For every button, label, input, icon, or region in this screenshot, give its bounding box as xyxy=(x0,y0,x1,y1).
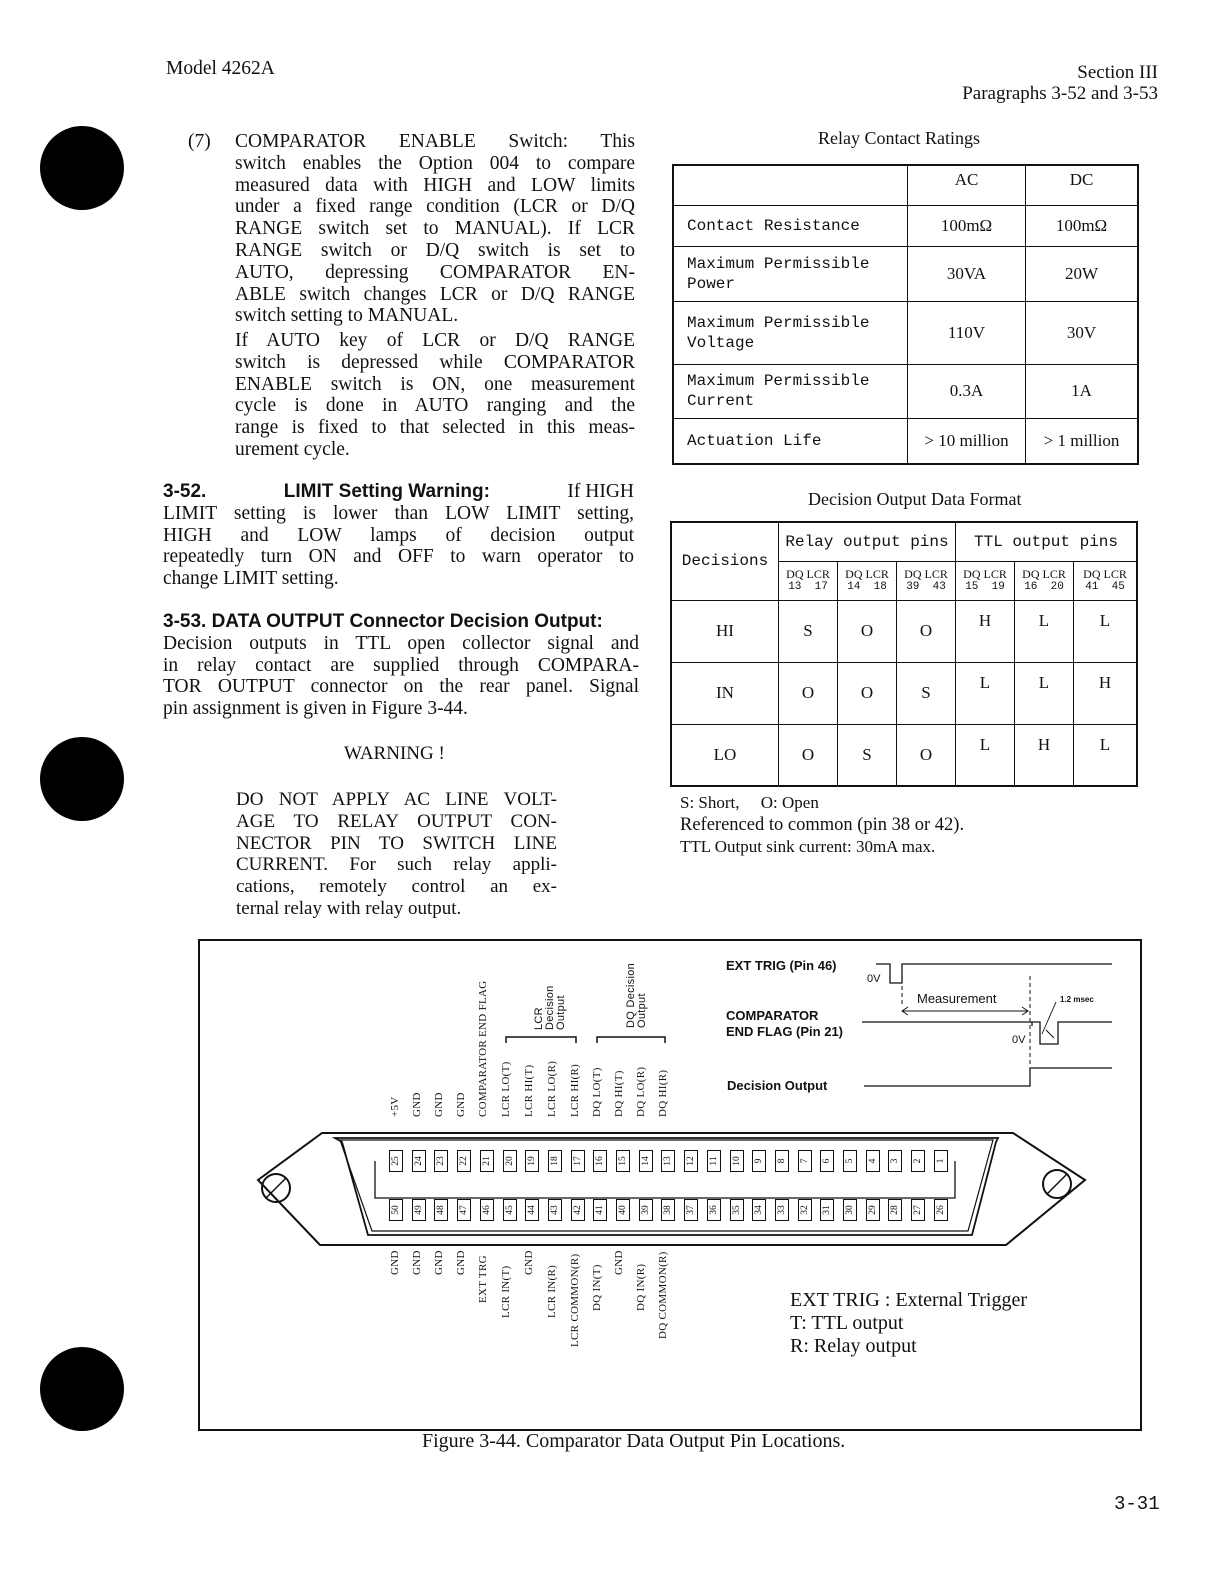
pin-number: 23 xyxy=(436,1156,447,1166)
p353-heading: 3-53. DATA OUTPUT Connector Decision Output: xyxy=(163,611,603,632)
connector-pin xyxy=(571,1150,585,1172)
item7-line: urement cycle. xyxy=(235,438,350,460)
connector-pin xyxy=(616,1199,630,1221)
connector-pin xyxy=(684,1199,698,1221)
pin-number: 49 xyxy=(413,1205,424,1215)
bottom-pin-label: LCR IN(R) xyxy=(546,1264,558,1318)
pin-number: 33 xyxy=(776,1205,787,1215)
p352-first: If HIGH xyxy=(567,481,634,502)
decision-note: S: Short, O: Open xyxy=(680,793,819,812)
pin-number: 39 xyxy=(640,1205,651,1215)
pin-number: 3 xyxy=(890,1158,901,1164)
pin-number: 43 xyxy=(549,1205,560,1215)
pin-number: 20 xyxy=(504,1156,515,1166)
decision-cell: S xyxy=(779,600,838,662)
relay-contact-table xyxy=(672,164,1139,465)
relay-cell: 0.3A xyxy=(908,364,1026,418)
pin-number: 1 xyxy=(935,1158,946,1164)
relay-cell: 20W xyxy=(1026,246,1139,301)
item7-line: If AUTO key of LCR or D/Q RANGE xyxy=(235,330,635,351)
decision-row-label: HI xyxy=(671,600,779,662)
connector-pin xyxy=(707,1150,721,1172)
relay-cell: 110V xyxy=(908,301,1026,364)
connector-pin xyxy=(457,1150,471,1172)
paragraphs-label: Paragraphs 3-52 and 3-53 xyxy=(962,83,1158,104)
decision-cell: H xyxy=(1015,724,1074,786)
connector-pin xyxy=(639,1199,653,1221)
pin-header-top: DQ LCR xyxy=(786,566,830,581)
decision-cell: L xyxy=(1015,662,1074,724)
pin-number: 36 xyxy=(708,1205,719,1215)
item7-line: cycle is done in AUTO ranging and the xyxy=(235,395,635,417)
timing-ext-trig-label: EXT TRIG (Pin 46) xyxy=(726,958,837,973)
dq-decision-output-label: DQ Decision Output xyxy=(625,962,648,1028)
timing-ov-label: 0V xyxy=(867,973,881,985)
bottom-pin-label: GND xyxy=(433,1249,445,1275)
decision-output-table xyxy=(670,521,1138,787)
figure-caption: Figure 3-44. Comparator Data Output Pin Locations. xyxy=(422,1430,846,1452)
pin-number: 42 xyxy=(572,1205,583,1215)
pin-number: 16 xyxy=(595,1156,606,1166)
pin-number: 22 xyxy=(459,1156,470,1166)
connector-pin xyxy=(684,1150,698,1172)
connector-pin xyxy=(412,1199,426,1221)
pin-number: 13 xyxy=(663,1156,674,1166)
connector-pin xyxy=(911,1199,925,1221)
paragraph-3-53 xyxy=(163,611,639,720)
connector-pin xyxy=(843,1199,857,1221)
timing-decision-label: Decision Output xyxy=(727,1078,828,1093)
p352-line: HIGH and LOW lamps of decision output xyxy=(163,524,634,546)
connector-pin xyxy=(775,1150,789,1172)
paragraph-3-52 xyxy=(163,481,634,590)
relay-cell: 100mΩ xyxy=(908,205,1026,246)
pin-number: 2 xyxy=(913,1158,924,1164)
decision-cell: O xyxy=(897,600,956,662)
pin-number: 40 xyxy=(618,1205,628,1215)
relay-group-header: Relay output pins xyxy=(779,522,956,561)
connector-pin xyxy=(525,1150,539,1172)
relay-header-empty xyxy=(673,165,908,205)
connector-pin xyxy=(934,1150,948,1172)
connector-pin xyxy=(616,1150,630,1172)
pin-number: 29 xyxy=(867,1205,878,1215)
legend-line: T: TTL output xyxy=(790,1312,904,1334)
decision-cell: L xyxy=(1015,600,1074,662)
connector-pin xyxy=(911,1150,925,1172)
connector-pin xyxy=(707,1199,721,1221)
p352-line: change LIMIT setting. xyxy=(163,568,339,590)
connector-pin xyxy=(434,1199,448,1221)
p353-line: Decision outputs in TTL open collector signal and xyxy=(163,632,639,654)
p352-first-line xyxy=(163,481,634,503)
connector-pin xyxy=(593,1199,607,1221)
connector-pin xyxy=(480,1199,494,1221)
p353-line: pin assignment is given in Figure 3-44. xyxy=(163,698,468,720)
pin-number: 46 xyxy=(481,1205,492,1215)
connector-pin xyxy=(661,1199,675,1221)
decision-cell: O xyxy=(897,724,956,786)
connector-pin xyxy=(457,1199,471,1221)
pin-number: 27 xyxy=(913,1205,924,1215)
item7-line: ENABLE switch is ON, one measurement xyxy=(235,373,635,395)
pin-header-top: DQ LCR xyxy=(963,566,1007,581)
connector-pin xyxy=(525,1199,539,1221)
pin-number: 4 xyxy=(867,1158,878,1164)
bottom-pin-label: DQ IN(T) xyxy=(591,1263,603,1311)
pin-number: 34 xyxy=(754,1205,765,1215)
pin-number: 25 xyxy=(391,1156,401,1166)
pin-number: 44 xyxy=(527,1205,538,1215)
relay-cell: 1A xyxy=(1026,364,1139,418)
item7-line: measured data with HIGH and LOW limits xyxy=(235,174,635,196)
pin-number: 38 xyxy=(663,1205,674,1215)
top-pin-label: COMPARATOR END FLAG xyxy=(477,980,489,1117)
connector-pin xyxy=(866,1150,880,1172)
decision-cell: O xyxy=(779,724,838,786)
connector-pin xyxy=(389,1150,403,1172)
section-label: Section III xyxy=(1077,62,1158,83)
connector-pin xyxy=(548,1150,562,1172)
top-pin-label: LCR HI(T) xyxy=(523,1064,535,1117)
relay-row-label: Actuation Life xyxy=(673,418,908,464)
warning-text xyxy=(236,789,557,920)
connector-pin xyxy=(866,1199,880,1221)
connector-pin xyxy=(752,1199,766,1221)
pin-header-bottom: 15 19 xyxy=(965,580,1005,593)
top-pin-label: GND xyxy=(411,1092,423,1117)
item7-line: switch enables the Option 004 to compare xyxy=(235,152,635,174)
pin-number: 15 xyxy=(618,1156,628,1166)
pin-number: 24 xyxy=(413,1156,424,1166)
top-pin-label: GND xyxy=(433,1092,445,1117)
connector-pin xyxy=(412,1150,426,1172)
decision-cell: L xyxy=(956,724,1015,786)
decision-cell: L xyxy=(956,662,1015,724)
pin-number: 37 xyxy=(686,1205,697,1215)
warning-line: DO NOT APPLY AC LINE VOLT- xyxy=(236,789,557,810)
warning-line: NECTOR PIN TO SWITCH LINE xyxy=(236,832,557,854)
connector-pin xyxy=(503,1150,517,1172)
pin-number: 50 xyxy=(391,1205,401,1215)
pin-number: 6 xyxy=(822,1158,833,1164)
decision-table-title: Decision Output Data Format xyxy=(808,489,1022,509)
connector-pin xyxy=(548,1199,562,1221)
warning-line: ternal relay with relay output. xyxy=(236,897,462,919)
timing-comparator-label: COMPARATOR xyxy=(726,1008,819,1023)
pin-header xyxy=(956,561,1015,600)
top-pin-label: DQ HI(R) xyxy=(657,1069,669,1117)
connector-pin xyxy=(820,1150,834,1172)
pin-header-bottom: 13 17 xyxy=(788,580,828,593)
item7-line: COMPARATOR ENABLE Switch: This xyxy=(235,131,635,152)
relay-cell: 30V xyxy=(1026,301,1139,364)
relay-header-ac: AC xyxy=(908,165,1026,205)
bottom-pin-label: GND xyxy=(613,1249,625,1275)
decision-cell: H xyxy=(956,600,1015,662)
page-number: 3-31 xyxy=(1114,1493,1160,1515)
decision-row-label: IN xyxy=(671,662,779,724)
pin-number: 17 xyxy=(572,1156,583,1166)
relay-cell: > 1 million xyxy=(1026,418,1139,464)
pin-number: 28 xyxy=(890,1205,901,1215)
p352-line: repeatedly turn ON and OFF to warn operator to xyxy=(163,546,634,568)
legend-line: R: Relay output xyxy=(790,1335,917,1357)
decision-note: TTL Output sink current: 30mA max. xyxy=(680,837,936,856)
connector-pin xyxy=(798,1199,812,1221)
relay-table-title: Relay Contact Ratings xyxy=(818,128,980,148)
top-pin-label: LCR HI(R) xyxy=(569,1063,581,1117)
connector-pin xyxy=(434,1150,448,1172)
relay-row-label: Contact Resistance xyxy=(673,205,908,246)
pin-number: 45 xyxy=(504,1205,515,1215)
pin-number: 9 xyxy=(754,1158,765,1164)
legend-line: EXT TRIG : External Trigger xyxy=(790,1289,1028,1311)
pin-header-bottom: 16 20 xyxy=(1024,580,1064,593)
pin-number: 21 xyxy=(481,1156,492,1166)
decision-note: Referenced to common (pin 38 or 42). xyxy=(680,815,965,835)
figure-legend xyxy=(790,1289,1027,1358)
item7-line: switch setting to MANUAL. xyxy=(235,305,459,327)
p353-line: TOR OUTPUT connector on the rear panel. Signal xyxy=(163,676,639,698)
connector-pin xyxy=(571,1199,585,1221)
decision-cell: S xyxy=(897,662,956,724)
pin-header-top: DQ LCR xyxy=(845,566,889,581)
bottom-pin-label: LCR COMMON(R) xyxy=(569,1253,581,1347)
decision-cell: S xyxy=(838,724,897,786)
binder-hole-bottom xyxy=(40,1347,124,1431)
connector-pin xyxy=(843,1150,857,1172)
pin-number: 35 xyxy=(731,1205,742,1215)
decision-row-label: LO xyxy=(671,724,779,786)
pin-number: 5 xyxy=(845,1158,855,1164)
decision-cell: O xyxy=(838,600,897,662)
connector-pin xyxy=(888,1199,902,1221)
pin-header xyxy=(838,561,897,600)
item7-text-2 xyxy=(235,330,635,461)
connector-pin xyxy=(820,1199,834,1221)
pin-header xyxy=(779,561,838,600)
connector-pin xyxy=(503,1199,517,1221)
pin-header-bottom: 14 18 xyxy=(847,580,887,593)
top-pin-label: DQ LO(T) xyxy=(591,1067,603,1117)
top-pin-label: DQ LO(R) xyxy=(635,1066,647,1117)
connector-pin xyxy=(888,1150,902,1172)
decisions-header: Decisions xyxy=(671,522,779,600)
relay-row-label: Maximum Permissible Current xyxy=(673,364,908,418)
pin-number: 26 xyxy=(935,1205,946,1215)
top-pin-label: LCR LO(R) xyxy=(546,1060,558,1117)
warning-line: cations, remotely control an ex- xyxy=(236,876,557,898)
item7-line: range is fixed to that selected in this meas- xyxy=(235,417,635,439)
top-pin-label: LCR LO(T) xyxy=(500,1061,512,1117)
bottom-pin-label: GND xyxy=(411,1249,423,1275)
relay-row-label: Maximum Permissible Voltage xyxy=(673,301,908,364)
pin-header xyxy=(897,561,956,600)
bottom-pin-label: GND xyxy=(523,1249,535,1275)
item7-line: RANGE switch set to MANUAL). If LCR xyxy=(235,218,635,240)
item7-line: ABLE switch changes LCR or D/Q RANGE xyxy=(235,283,635,305)
p353-line: in relay contact are supplied through COMPARA- xyxy=(163,654,639,676)
bottom-pin-label: DQ IN(R) xyxy=(635,1263,647,1311)
binder-hole-top xyxy=(40,126,124,210)
timing-ov-label-2: 0V xyxy=(1012,1034,1026,1046)
pin-number: 19 xyxy=(527,1156,538,1166)
connector-pin xyxy=(661,1150,675,1172)
warning-title: WARNING ! xyxy=(344,743,445,764)
pin-number: 32 xyxy=(799,1205,810,1215)
decision-notes xyxy=(680,792,964,858)
timing-msec-label: 1.2 msec xyxy=(1060,995,1094,1004)
connector-pin xyxy=(389,1199,403,1221)
item7-line: AUTO, depressing COMPARATOR EN- xyxy=(235,261,635,283)
decision-cell: L xyxy=(1074,724,1138,786)
connector-pin xyxy=(593,1150,607,1172)
relay-cell: 30VA xyxy=(908,246,1026,301)
relay-header-dc: DC xyxy=(1026,165,1139,205)
pin-number: 8 xyxy=(776,1158,787,1164)
pin-number: 18 xyxy=(549,1156,560,1166)
pin-number: 10 xyxy=(731,1156,742,1166)
pin-number: 31 xyxy=(822,1205,833,1215)
connector-pin xyxy=(934,1199,948,1221)
top-pin-label: GND xyxy=(455,1092,467,1117)
connector-pin xyxy=(798,1150,812,1172)
pin-number: 30 xyxy=(845,1205,855,1215)
timing-diagram xyxy=(860,956,1120,1096)
pin-number: 7 xyxy=(799,1158,810,1164)
pin-header-top: DQ LCR xyxy=(904,566,948,581)
item7-line: under a fixed range condition (LCR or D/Q xyxy=(235,196,635,218)
warning-line: CURRENT. For such relay appli- xyxy=(236,854,557,876)
connector-pin xyxy=(639,1150,653,1172)
pin-number: 48 xyxy=(436,1205,447,1215)
warning-line: AGE TO RELAY OUTPUT CON- xyxy=(236,810,557,832)
bottom-pin-label: GND xyxy=(455,1249,467,1275)
pin-number: 47 xyxy=(459,1205,470,1215)
binder-hole-middle xyxy=(40,737,124,821)
bottom-pin-label: EXT TRG xyxy=(477,1255,489,1304)
pin-header xyxy=(1015,561,1074,600)
timing-measurement-label: Measurement xyxy=(917,991,997,1006)
ttl-group-header: TTL output pins xyxy=(956,522,1138,561)
connector-pin xyxy=(752,1150,766,1172)
pin-number: 12 xyxy=(686,1156,697,1166)
pin-number: 14 xyxy=(640,1156,651,1166)
relay-cell: 100mΩ xyxy=(1026,205,1139,246)
timing-end-flag-label: END FLAG (Pin 21) xyxy=(726,1024,844,1039)
item7-number: (7) xyxy=(188,131,211,152)
decision-cell: H xyxy=(1074,662,1138,724)
bottom-pin-label: DQ COMMON(R) xyxy=(657,1251,669,1340)
pin-header-bottom: 39 43 xyxy=(906,580,946,593)
pin-number: 41 xyxy=(595,1205,606,1215)
model-label: Model 4262A xyxy=(166,58,275,79)
relay-row-label: Maximum Permissible Power xyxy=(673,246,908,301)
top-pin-label: DQ HI(T) xyxy=(613,1070,625,1117)
relay-cell: > 10 million xyxy=(908,418,1026,464)
bottom-pin-label: GND xyxy=(389,1249,401,1275)
pin-header-bottom: 41 45 xyxy=(1085,580,1125,593)
item7-line: switch is depressed while COMPARATOR xyxy=(235,351,635,373)
connector-pin xyxy=(480,1150,494,1172)
connector-pin xyxy=(775,1199,789,1221)
pin-header-top: DQ LCR xyxy=(1022,566,1066,581)
connector-pin xyxy=(730,1150,744,1172)
decision-cell: O xyxy=(779,662,838,724)
decision-cell: O xyxy=(838,662,897,724)
p352-title: LIMIT Setting Warning: xyxy=(283,481,490,502)
p352-number: 3-52. xyxy=(163,481,207,502)
p352-line: LIMIT setting is lower than LOW LIMIT setting, xyxy=(163,502,634,524)
lcr-decision-output-label: LCR Decision Output xyxy=(533,985,567,1030)
connector-pin xyxy=(730,1199,744,1221)
pin-header-top: DQ LCR xyxy=(1083,566,1127,581)
pin-header xyxy=(1074,561,1138,600)
item7-text xyxy=(235,131,635,327)
decision-cell: L xyxy=(1074,600,1138,662)
top-pin-label: +5V xyxy=(389,1096,401,1117)
pin-number: 11 xyxy=(708,1156,719,1166)
item7-line: RANGE switch or D/Q switch is set to xyxy=(235,239,635,261)
bottom-pin-label: LCR IN(T) xyxy=(500,1265,512,1318)
